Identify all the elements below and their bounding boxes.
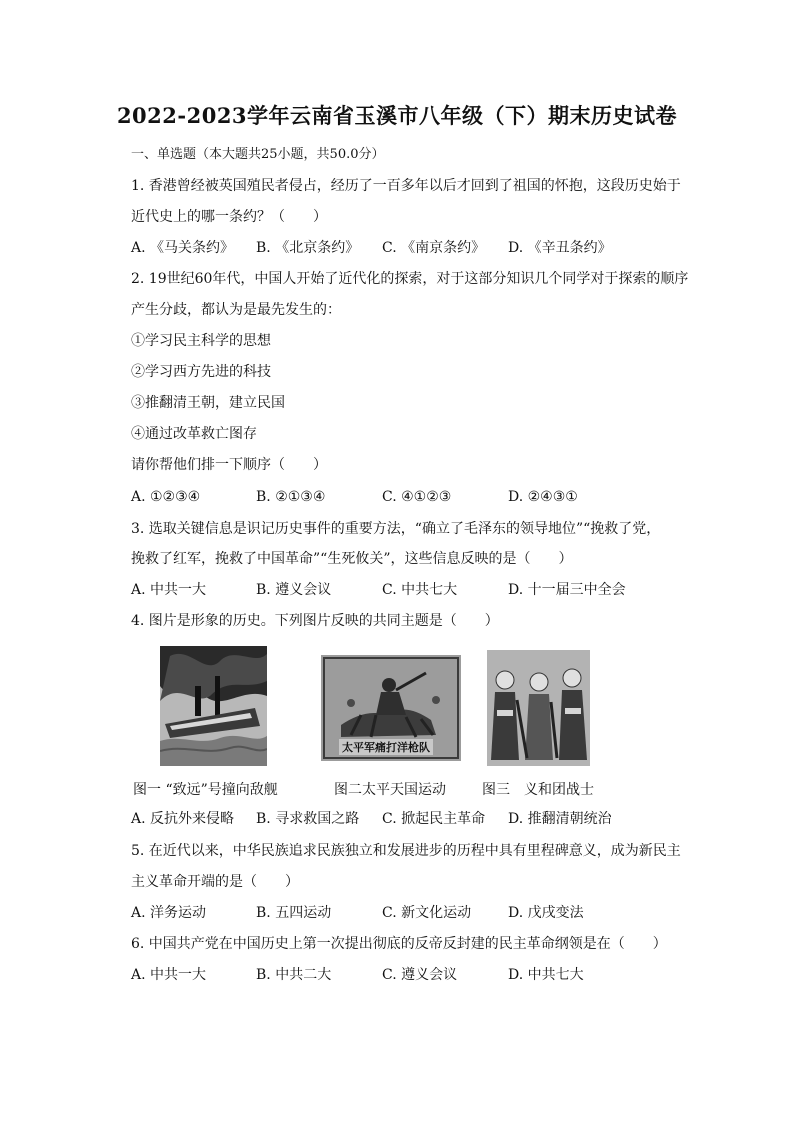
option-a[interactable]: A. ①②③④ (131, 489, 201, 505)
question-4-options (131, 810, 691, 828)
question-2-line-1: 2. 19世纪60年代，中国人开始了近代化的探索，对于这部分知识几个同学对于探索的顺序 (131, 271, 689, 287)
figure-2-taiping-image (321, 655, 461, 761)
question-4-line-1: 4. 图片是形象的历史。下列图片反映的共同主题是（ ） (131, 613, 499, 629)
option-b[interactable]: B. 遵义会议 (256, 582, 332, 598)
option-d[interactable]: D. 戊戌变法 (508, 905, 584, 921)
section-heading: 一、单选题（本大题共25小题，共50.0分） (131, 147, 385, 162)
question-5-line-1: 5. 在近代以来，中华民族追求民族独立和发展进步的历程中具有里程碑意义，成为新民主 (131, 843, 681, 859)
question-2-line-2: 产生分歧，都认为是最先发生的： (131, 302, 341, 318)
option-c[interactable]: C. 掀起民主革命 (382, 811, 486, 827)
option-c[interactable]: C. 新文化运动 (382, 905, 472, 921)
option-b[interactable]: B. 寻求救国之路 (256, 811, 360, 827)
option-c[interactable]: C. 遵义会议 (382, 967, 458, 983)
option-c[interactable]: C. ④①②③ (382, 489, 452, 505)
figure-1-caption: 图一 “致远”号撞向敌舰 (133, 782, 278, 798)
question-2-options (131, 488, 691, 506)
figure-3-boxer-image (487, 650, 590, 766)
exam-title: 2022-2023学年云南省玉溪市八年级（下）期末历史试卷 (116, 103, 678, 128)
figure-3-caption: 图三 义和团战士 (482, 782, 594, 798)
option-a[interactable]: A. 洋务运动 (131, 905, 207, 921)
question-3-options (131, 581, 691, 599)
option-a[interactable]: A. 《马关条约》 (131, 240, 235, 256)
option-d[interactable]: D. 中共七大 (508, 967, 584, 983)
question-1-options (131, 239, 691, 257)
question-1-line-1: 1. 香港曾经被英国殖民者侵占，经历了一百多年以后才回到了祖国的怀抱，这段历史始于 (131, 178, 681, 194)
option-a[interactable]: A. 中共一大 (131, 967, 207, 983)
question-2-item-3: ③推翻清王朝，建立民国 (131, 395, 285, 411)
option-a[interactable]: A. 反抗外来侵略 (131, 811, 235, 827)
option-b[interactable]: B. 五四运动 (256, 905, 332, 921)
option-c[interactable]: C. 中共七大 (382, 582, 458, 598)
question-6-options (131, 966, 691, 984)
option-b[interactable]: B. ②①③④ (256, 489, 326, 505)
question-5-options (131, 904, 691, 922)
option-d[interactable]: D. 十一届三中全会 (508, 582, 626, 598)
question-2-item-1: ①学习民主科学的思想 (131, 333, 271, 349)
option-a[interactable]: A. 中共一大 (131, 582, 207, 598)
question-3-line-1: 3. 选取关键信息是识记历史事件的重要方法，“确立了毛泽东的领导地位”“挽救了党， (131, 521, 661, 537)
question-2-item-4: ④通过改革救亡图存 (131, 426, 257, 442)
option-d[interactable]: D. ②④③① (508, 489, 578, 505)
option-d[interactable]: D. 推翻清朝统治 (508, 811, 612, 827)
question-2-item-2: ②学习西方先进的科技 (131, 364, 271, 380)
option-d[interactable]: D. 《辛丑条约》 (508, 240, 612, 256)
question-2-prompt: 请你帮他们排一下顺序（ ） (131, 457, 327, 473)
figure-2-poster-text: 太平军痛打洋枪队 (339, 739, 433, 755)
option-b[interactable]: B. 中共二大 (256, 967, 332, 983)
question-5-line-2: 主义革命开端的是（ ） (131, 874, 299, 890)
question-1-line-2: 近代史上的哪一条约？（ ） (131, 209, 327, 225)
figure-2-caption: 图二太平天国运动 (334, 782, 446, 798)
figure-1-warship-image (160, 646, 267, 766)
option-b[interactable]: B. 《北京条约》 (256, 240, 360, 256)
question-3-line-2: 挽救了红军，挽救了中国革命”“生死攸关”，这些信息反映的是（ ） (131, 551, 573, 567)
question-6-line-1: 6. 中国共产党在中国历史上第一次提出彻底的反帝反封建的民主革命纲领是在（ ） (131, 936, 667, 952)
option-c[interactable]: C. 《南京条约》 (382, 240, 486, 256)
